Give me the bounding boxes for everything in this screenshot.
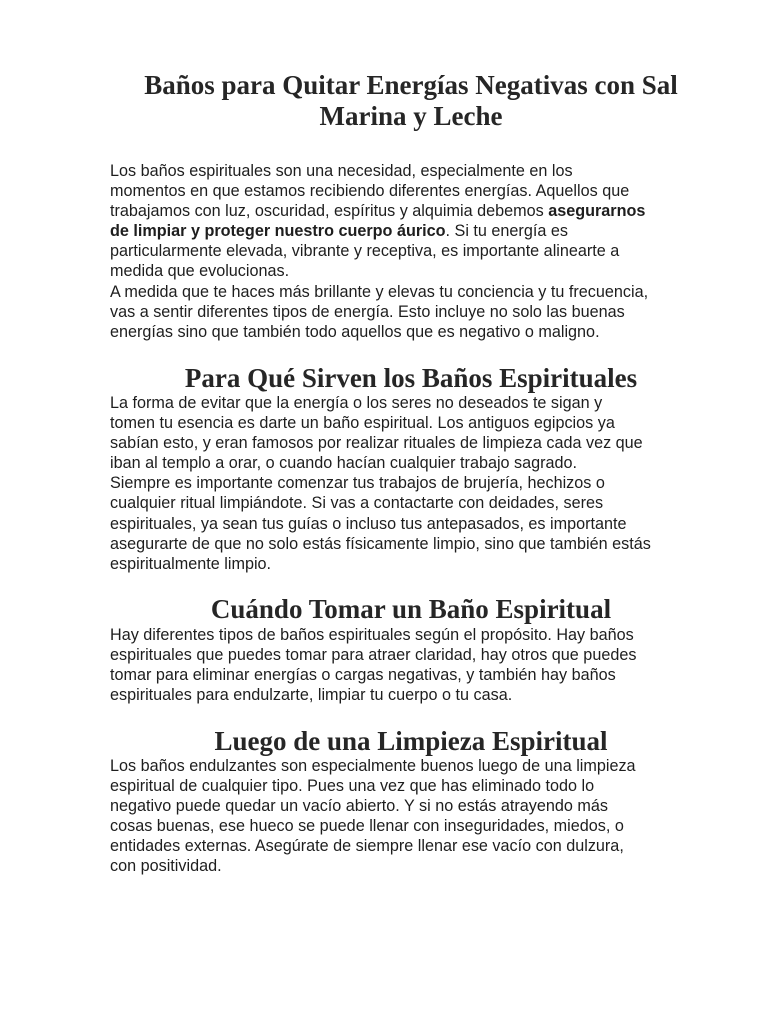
text-line: iban al templo a orar, o cuando hacían cualquier trabajo sagrado. bbox=[110, 454, 578, 473]
text-line: medida que evolucionas. bbox=[110, 262, 290, 281]
section-heading: Cuándo Tomar un Baño Espiritual bbox=[210, 594, 612, 624]
text-line: asegurarte de que no solo estás físicamente limpio, sino que también estás bbox=[110, 534, 651, 553]
text-line: espiritualmente limpio. bbox=[110, 554, 272, 573]
bold-text: asegurarnos bbox=[548, 202, 646, 221]
section-paragraph bbox=[110, 393, 722, 574]
text-line: energías sino que también todo aquellos que es negativo o maligno. bbox=[110, 322, 600, 341]
text-line bbox=[110, 201, 722, 221]
text-line bbox=[110, 221, 722, 241]
text-line: entidades externas. Asegúrate de siempre llenar ese vacío con dulzura, bbox=[110, 837, 624, 856]
section-paragraph bbox=[110, 756, 722, 877]
document-title bbox=[90, 70, 732, 132]
text-line: espirituales que puedes tomar para atraer claridad, hay otros que puedes bbox=[110, 646, 637, 665]
text-line: Los baños espirituales son una necesidad, especialmente en los bbox=[110, 162, 573, 180]
text-line: Siempre es importante comenzar tus trabajos de brujería, hechizos o bbox=[110, 474, 605, 493]
text-line: Los baños endulzantes son especialmente buenos luego de una limpieza bbox=[110, 757, 636, 775]
text-line: negativo puede quedar un vacío abierto. Y si no estás atrayendo más bbox=[110, 797, 608, 816]
text-line: espiritual de cualquier tipo. Pues una vez que has eliminado todo lo bbox=[110, 777, 595, 796]
section-paragraph bbox=[110, 625, 722, 705]
section-heading: Para Qué Sirven los Baños Espirituales bbox=[184, 363, 638, 393]
text-line: La forma de evitar que la energía o los seres no deseados te sigan y bbox=[110, 394, 603, 412]
text-line: cualquier ritual limpiándote. Si vas a contactarte con deidades, seres bbox=[110, 494, 604, 513]
title-line: Marina y Leche bbox=[319, 101, 503, 131]
bold-text: de limpiar y proteger nuestro cuerpo áurico bbox=[110, 222, 446, 241]
text-line: momentos en que estamos recibiendo diferentes energías. Aquellos que bbox=[110, 182, 630, 201]
text-line: espirituales, ya sean tus guías o incluso tus antepasados, es importante bbox=[110, 514, 627, 533]
text-line: tomen tu esencia es darte un baño espiritual. Los antiguos egipcios ya bbox=[110, 414, 615, 433]
text-run: trabajamos con luz, oscuridad, espíritus y alquimia debemos bbox=[110, 202, 549, 221]
intro-paragraph bbox=[110, 161, 722, 342]
text-line: Hay diferentes tipos de baños espirituales según el propósito. Hay baños bbox=[110, 626, 634, 644]
text-line: particularmente elevada, vibrante y receptiva, es importante alinearte a bbox=[110, 242, 620, 261]
text-line: espirituales para endulzarte, limpiar tu cuerpo o tu casa. bbox=[110, 686, 513, 705]
text-line: tomar para eliminar energías o cargas negativas, y también hay baños bbox=[110, 666, 616, 685]
text-line: A medida que te haces más brillante y elevas tu conciencia y tu frecuencia, bbox=[110, 282, 649, 301]
title-line: Baños para Quitar Energías Negativas con Sal bbox=[144, 70, 678, 100]
text-line: con positividad. bbox=[110, 857, 222, 876]
text-line: sabían esto, y eran famosos por realizar rituales de limpieza cada vez que bbox=[110, 434, 643, 453]
text-line: cosas buenas, ese hueco se puede llenar con inseguridades, miedos, o bbox=[110, 817, 624, 836]
text-line: vas a sentir diferentes tipos de energía. Esto incluye no solo las buenas bbox=[110, 302, 625, 321]
text-run: . Si tu energía es bbox=[445, 222, 568, 241]
section-heading: Luego de una Limpieza Espiritual bbox=[214, 726, 608, 756]
